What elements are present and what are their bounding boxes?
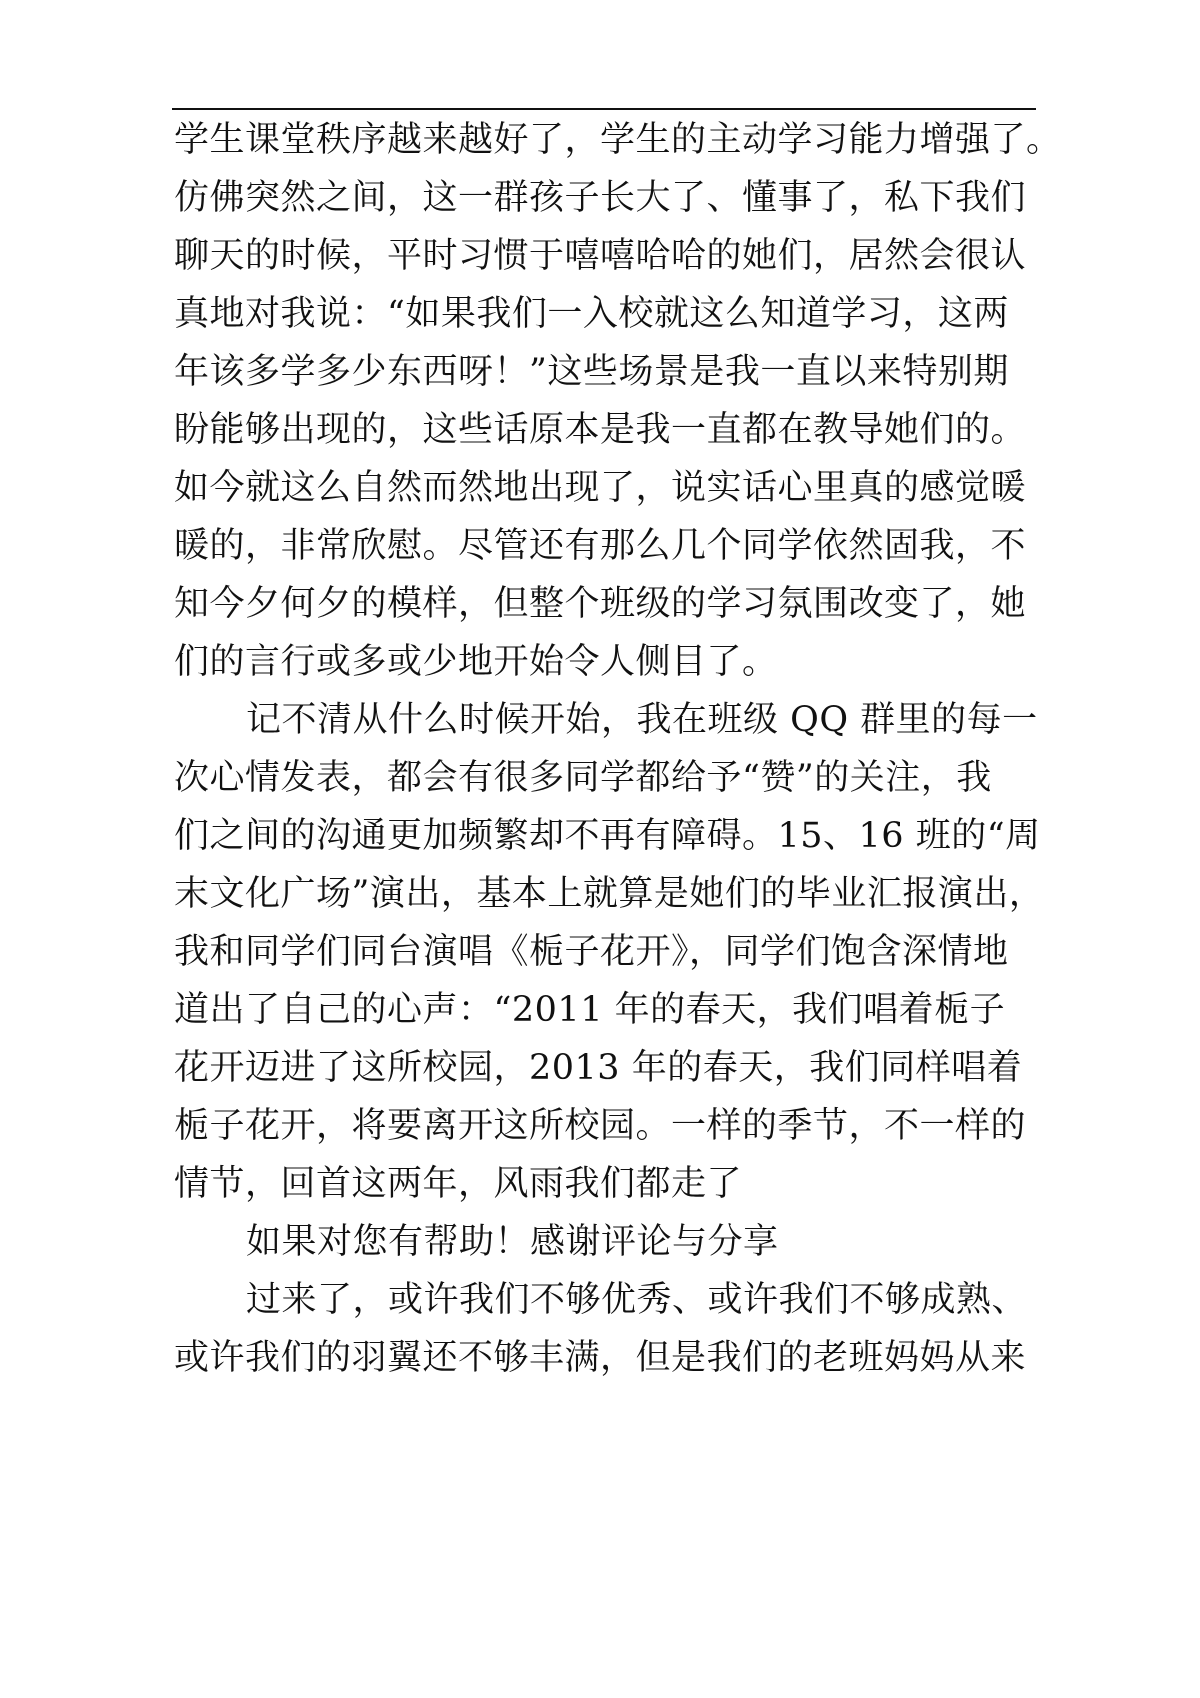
text-line: 们的言行或多或少地开始令人侧目了。 (174, 642, 778, 682)
text-line: 聊天的时候，平时习惯于嘻嘻哈哈的她们，居然会很认 (174, 236, 1027, 276)
text-line: 盼能够出现的，这些话原本是我一直都在教导她们的。 (174, 410, 1027, 450)
text-line: 或许我们的羽翼还不够丰满，但是我们的老班妈妈从来 (174, 1338, 1027, 1378)
text-line: 们之间的沟通更加频繁却不再有障碍。15、16 班的“周 (174, 816, 1041, 856)
text-line: 次心情发表，都会有很多同学都给予“赞”的关注，我 (174, 758, 992, 798)
text-line: 末文化广场”演出，基本上就算是她们的毕业汇报演出， (174, 874, 1045, 914)
text-line: 知今夕何夕的模样，但整个班级的学习氛围改变了，她 (174, 584, 1027, 624)
text-line: 如果对您有帮助！感谢评论与分享 (246, 1222, 779, 1262)
text-line: 真地对我说：“如果我们一入校就这么知道学习，这两 (174, 294, 1009, 334)
text-line: 过来了，或许我们不够优秀、或许我们不够成熟、 (246, 1280, 1028, 1320)
text-line: 暖的，非常欣慰。尽管还有那么几个同学依然固我，不 (174, 526, 1027, 566)
text-line: 学生课堂秩序越来越好了，学生的主动学习能力增强了。 (174, 120, 1062, 160)
text-line: 花开迈进了这所校园，2013 年的春天，我们同样唱着 (174, 1048, 1023, 1088)
text-line: 如今就这么自然而然地出现了，说实话心里真的感觉暖 (174, 468, 1027, 508)
text-line: 情节，回首这两年，风雨我们都走了 (174, 1164, 743, 1204)
text-line: 仿佛突然之间，这一群孩子长大了、懂事了，私下我们 (174, 178, 1027, 218)
text-line: 栀子花开，将要离开这所校园。一样的季节，不一样的 (174, 1106, 1027, 1146)
text-line: 我和同学们同台演唱《栀子花开》，同学们饱含深情地 (174, 932, 1009, 972)
text-line: 年该多学多少东西呀！”这些场景是我一直以来特别期 (174, 352, 1009, 392)
header-rule (172, 108, 1036, 110)
text-line: 道出了自己的心声：“2011 年的春天，我们唱着栀子 (174, 990, 1006, 1030)
text-line: 记不清从什么时候开始，我在班级 QQ 群里的每一 (246, 700, 1038, 740)
